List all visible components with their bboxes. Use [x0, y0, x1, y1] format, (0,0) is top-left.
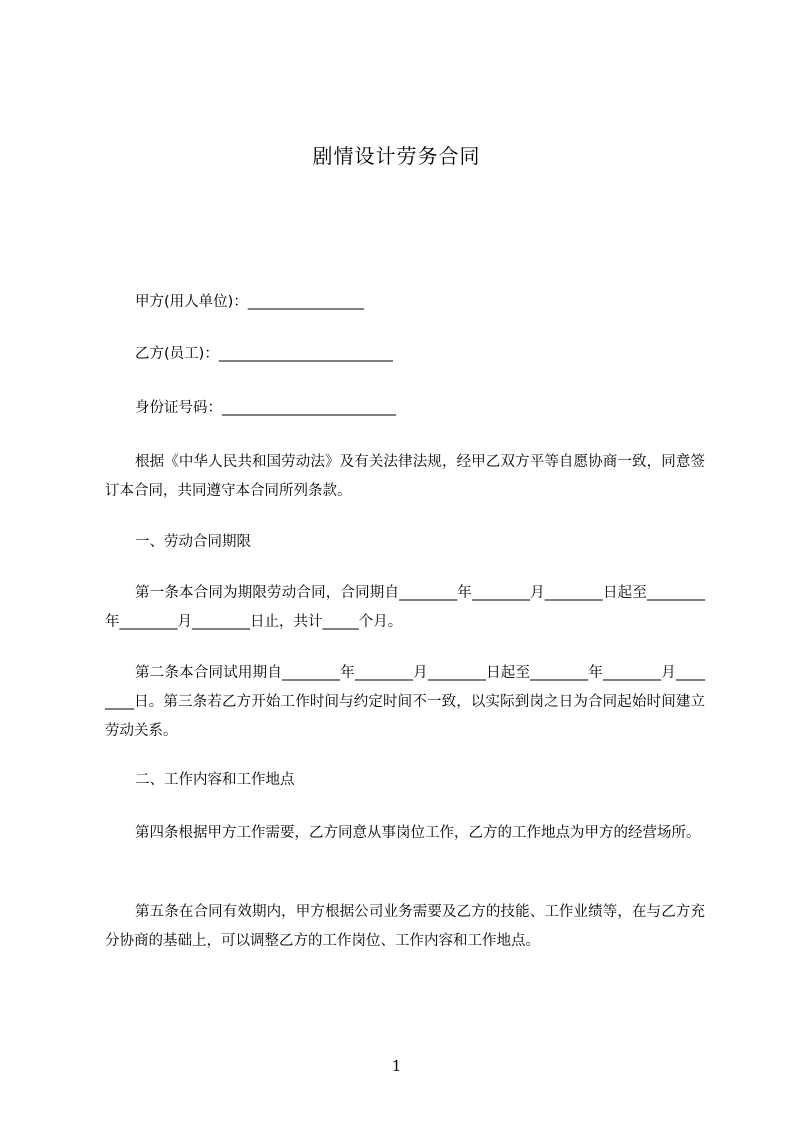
article-4-paragraph: 第四条根据甲方工作需要，乙方同意从事岗位工作，乙方的工作地点为甲方的经营场所。: [135, 825, 701, 841]
article-5-paragraph: 第五条在合同有效期内，甲方根据公司业务需要及乙方的技能、工作业绩等，在与乙方充分协商的基础上，可以调整乙方的工作岗位、工作内容和工作地点。: [105, 904, 705, 949]
page-number: 1: [391, 1057, 402, 1075]
party-a-line: 甲方(用人单位)：________________: [135, 294, 364, 310]
party-b-line: 乙方(员工)：________________________: [135, 346, 393, 362]
section-2-heading: 二、工作内容和工作地点: [135, 772, 295, 788]
document-title: 剧情设计劳务合同: [312, 144, 481, 168]
article-2-3-paragraph: 第二条本合同试用期自________年________月________日起至________年________月________日。第三条若乙方开始工作时间与约定时间不一致，以实际到岗之日为合同起始时间建立劳动关系。: [105, 665, 705, 739]
intro-paragraph: 根据《中华人民共和国劳动法》及有关法律法规，经甲乙双方平等自愿协商一致，同意签订本合同，共同遵守本合同所列条款。: [105, 454, 705, 499]
id-number-line: 身份证号码：________________________: [135, 400, 396, 416]
article-1-paragraph: 第一条本合同为期限劳动合同，合同期自________年________月________日起至________年________月________日止，共计_____个月。: [105, 585, 705, 630]
section-1-heading: 一、劳动合同期限: [135, 534, 251, 550]
